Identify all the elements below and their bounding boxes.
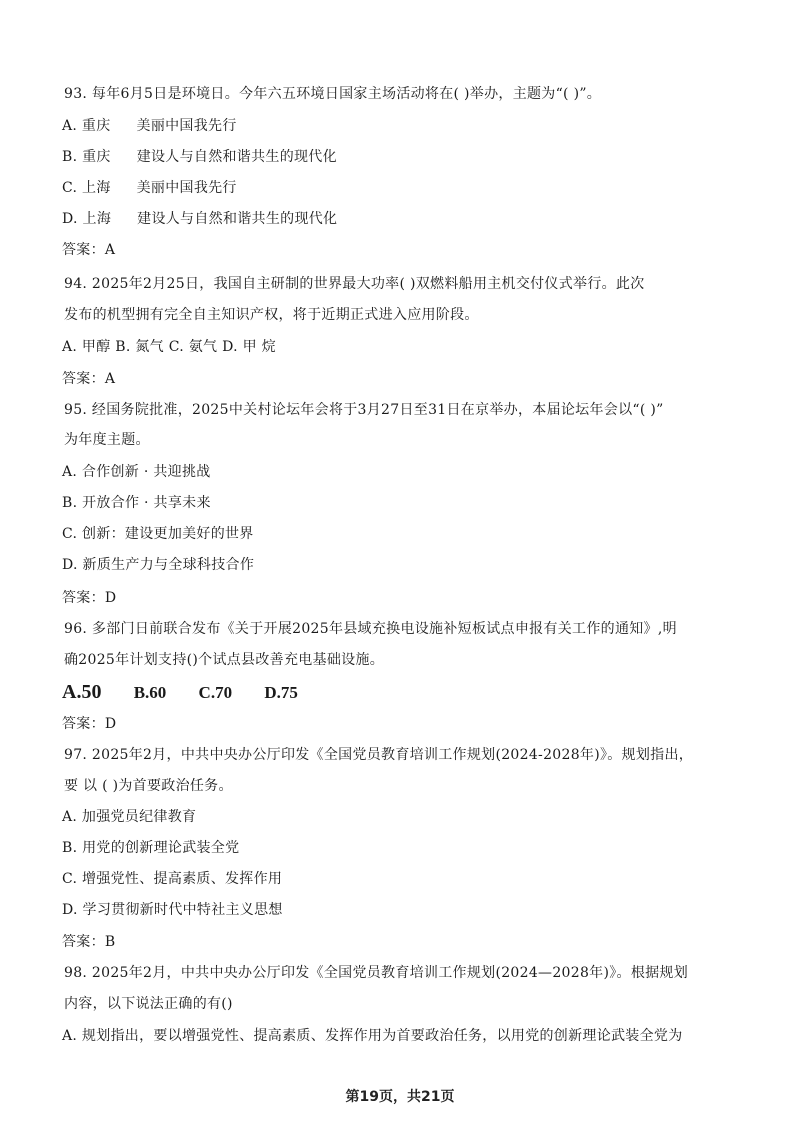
question-97-option-d: D. 学习贯彻新时代中特社主义思想 <box>62 902 283 918</box>
question-93-option-a: A. 重庆 美丽中国我先行 <box>62 118 237 134</box>
question-95-option-a: A. 合作创新 · 共迎挑战 <box>62 464 211 480</box>
page-footer: 第19页，共21页 <box>345 1089 455 1105</box>
question-96-answer: 答案：D <box>62 716 117 732</box>
question-93-stem: 93. 每年6月5日是环境日。今年六五环境日国家主场活动将在( )举办，主题为“( )”。 <box>64 86 602 102</box>
question-97-stem-line-1: 97. 2025年2月，中共中央办公厅印发《全国党员教育培训工作规划(2024-2028年)》。规划指出， <box>64 747 694 763</box>
question-96-option-c: C.70 <box>198 683 233 702</box>
question-94-options: A. 甲醇 B. 氮气 C. 氨气 D. 甲 烷 <box>62 339 276 355</box>
question-95-answer: 答案：D <box>62 590 117 606</box>
question-93-option-b: B. 重庆 建设人与自然和谐共生的现代化 <box>62 149 337 165</box>
question-95-stem-line-2: 为年度主题。 <box>64 432 150 448</box>
question-96-option-d: D.75 <box>264 683 298 702</box>
question-97-option-b: B. 用党的创新理论武装全党 <box>62 840 240 856</box>
question-93-option-c: C. 上海 美丽中国我先行 <box>62 180 237 196</box>
question-97-answer: 答案：B <box>62 934 116 950</box>
question-98-option-a: A. 规划指出，要以增强党性、提高素质、发挥作用为首要政治任务，以用党的创新理论武装全党为 <box>62 1028 683 1044</box>
question-93-option-d: D. 上海 建设人与自然和谐共生的现代化 <box>62 211 338 227</box>
question-94-answer: 答案：A <box>62 371 116 387</box>
question-94-stem-line-1: 94. 2025年2月25日，我国自主研制的世界最大功率( )双燃料船用主机交付仪式举行。此次 <box>64 276 645 292</box>
question-98-stem-line-2: 内容，以下说法正确的有() <box>64 996 233 1012</box>
question-96-options <box>62 680 764 705</box>
question-95-option-c: C. 创新：建设更加美好的世界 <box>62 526 254 542</box>
question-96-option-b: B.60 <box>133 683 167 702</box>
question-96-stem-line-2: 确2025年计划支持()个试点县改善充电基础设施。 <box>64 652 385 668</box>
question-96-option-a: A.50 <box>62 681 102 703</box>
question-95-option-d: D. 新质生产力与全球科技合作 <box>62 557 255 573</box>
question-95-stem-line-1: 95. 经国务院批准，2025中关村论坛年会将于3月27日至31日在京举办，本届论坛年会以“( )” <box>64 402 664 418</box>
question-98-stem-line-1: 98. 2025年2月，中共中央办公厅印发《全国党员教育培训工作规划(2024—2028年)》。根据规划 <box>64 965 689 981</box>
question-94-stem-line-2: 发布的机型拥有完全自主知识产权，将于近期正式进入应用阶段。 <box>64 307 479 323</box>
question-96-stem-line-1: 96. 多部门日前联合发布《关于开展2025年县域充换电设施补短板试点申报有关工作的通知》,明 <box>64 621 677 637</box>
question-93-answer: 答案：A <box>62 242 116 258</box>
question-97-stem-line-2: 要 以 ( )为首要政治任务。 <box>64 778 233 794</box>
question-97-option-a: A. 加强党员纪律教育 <box>62 809 197 825</box>
question-95-option-b: B. 开放合作 · 共享未来 <box>62 495 211 511</box>
question-97-option-c: C. 增强党性、提高素质、发挥作用 <box>62 871 283 887</box>
